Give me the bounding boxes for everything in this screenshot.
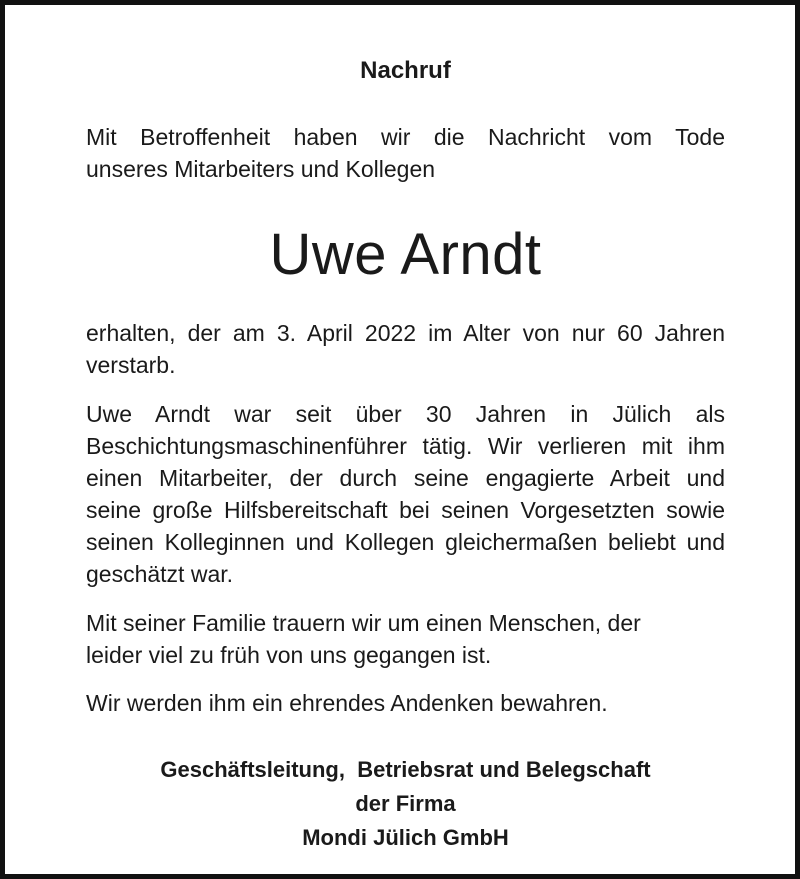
intro-paragraph [86, 121, 725, 185]
tribute-line: seinen Kolleginnen und Kollegen gleichermaßen beliebt und [86, 529, 725, 555]
mourning-line: Mit seiner Familie trauern wir um einen Menschen, der [86, 610, 641, 636]
tribute-line: einen Mitarbeiter, der durch seine engagierte Arbeit und [86, 465, 725, 491]
intro-line: unseres Mitarbeiters und Kollegen [86, 156, 436, 182]
intro-line: Mit Betroffenheit haben wir die Nachricht vom Tode [86, 124, 725, 150]
obituary-heading: Nachruf [360, 57, 451, 84]
signature-line-company-label: der Firma [355, 791, 456, 816]
death-line: verstarb. [86, 352, 176, 378]
death-line: erhalten, der am 3. April 2022 im Alter von nur 60 Jahren [86, 320, 725, 346]
mourning-paragraph [86, 607, 725, 671]
signature-line-management: Geschäftsleitung, Betriebsrat und Belegschaft [160, 757, 651, 782]
signature-line-company-name: Mondi Jülich GmbH [302, 825, 509, 850]
tribute-paragraph [86, 398, 725, 590]
death-paragraph [86, 317, 725, 381]
tribute-line: Uwe Arndt war seit über 30 Jahren in Jülich als [86, 401, 725, 427]
deceased-name: Uwe Arndt [269, 222, 542, 287]
closing-line: Wir werden ihm ein ehrendes Andenken bewahren. [86, 690, 608, 716]
tribute-line: Beschichtungsmaschinenführer tätig. Wir verlieren mit ihm [86, 433, 725, 459]
signature-block [86, 753, 725, 855]
tribute-line: seine große Hilfsbereitschaft bei seinen Vorgesetzten sowie [86, 497, 725, 523]
mourning-line: leider viel zu früh von uns gegangen ist. [86, 642, 492, 668]
closing-paragraph [86, 687, 725, 719]
tribute-line: geschätzt war. [86, 561, 234, 587]
